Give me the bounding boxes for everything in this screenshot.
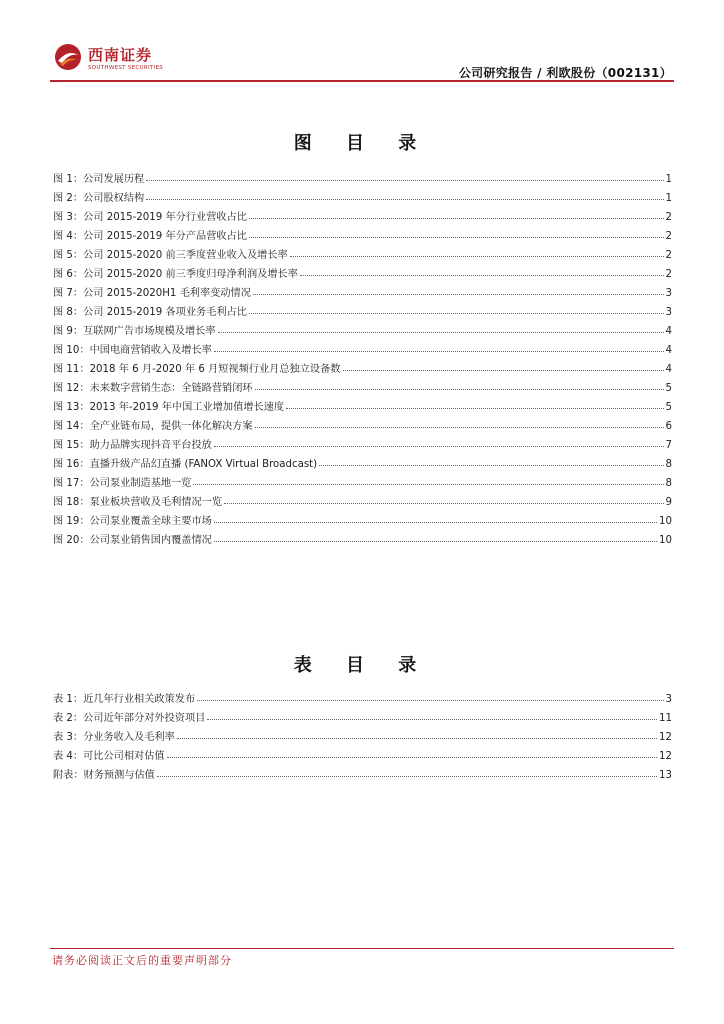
toc-entry[interactable] [53, 223, 672, 242]
toc-entry-label: 图 11：2018 年 6 月-2020 年 6 月短视频行业月总独立设备数 [53, 364, 341, 375]
toc-entry-page: 5 [665, 402, 672, 413]
toc-entry-label: 图 2：公司股权结构 [53, 193, 145, 204]
tables-list [53, 686, 672, 781]
toc-leader-dots [167, 757, 657, 758]
toc-entry-page: 2 [665, 231, 672, 242]
tables-title: 表 目 录 [293, 655, 431, 676]
footer-divider [50, 948, 674, 949]
toc-entry-page: 6 [665, 421, 672, 432]
toc-leader-dots [146, 199, 663, 200]
toc-entry-label: 表 4：可比公司相对估值 [53, 751, 165, 762]
toc-entry[interactable] [53, 762, 672, 781]
toc-entry-page: 3 [665, 288, 672, 299]
toc-entry[interactable] [53, 413, 672, 432]
report-tag: 公司研究报告 / 利欧股份（002131） [458, 66, 672, 80]
toc-entry-label: 图 5：公司 2015-2020 前三季度营业收入及增长率 [53, 250, 288, 261]
toc-entry-page: 5 [665, 383, 672, 394]
toc-entry-label: 图 6：公司 2015-2020 前三季度归母净利润及增长率 [53, 269, 298, 280]
toc-entry-page: 12 [659, 732, 672, 743]
toc-entry-label: 表 2：公司近年部分对外投资项目 [53, 713, 206, 724]
toc-entry-label: 图 19：公司泵业覆盖全球主要市场 [53, 516, 212, 527]
logo-icon [54, 43, 82, 71]
toc-entry-label: 图 1：公司发展历程 [53, 174, 145, 185]
toc-entry[interactable] [53, 261, 672, 280]
toc-leader-dots [193, 484, 663, 485]
toc-entry-page: 12 [659, 751, 672, 762]
toc-leader-dots [214, 522, 657, 523]
toc-entry-label: 表 1：近几年行业相关政策发布 [53, 694, 196, 705]
toc-entry-page: 3 [665, 307, 672, 318]
toc-entry[interactable] [53, 337, 672, 356]
toc-leader-dots [207, 719, 657, 720]
toc-entry[interactable] [53, 432, 672, 451]
toc-entry-page: 10 [659, 516, 672, 527]
toc-entry-label: 图 4：公司 2015-2019 年分产品营收占比 [53, 231, 247, 242]
toc-entry-label: 表 3：分业务收入及毛利率 [53, 732, 175, 743]
toc-leader-dots [300, 275, 664, 276]
toc-entry-page: 11 [659, 713, 672, 724]
toc-entry-label: 图 13：2013 年-2019 年中国工业增加值增长速度 [53, 402, 285, 413]
toc-entry[interactable] [53, 318, 672, 337]
toc-entry-page: 9 [665, 497, 672, 508]
toc-leader-dots [146, 180, 663, 181]
toc-entry-page: 4 [665, 364, 672, 375]
toc-entry[interactable] [53, 743, 672, 762]
page-header [50, 38, 674, 82]
toc-entry[interactable] [53, 470, 672, 489]
toc-entry[interactable] [53, 242, 672, 261]
toc-leader-dots [249, 218, 664, 219]
toc-entry[interactable] [53, 356, 672, 375]
toc-entry-page: 1 [665, 174, 672, 185]
toc-entry[interactable] [53, 686, 672, 705]
toc-leader-dots [214, 446, 664, 447]
logo-subtext: SOUTHWEST SECURITIES [88, 65, 164, 71]
toc-entry[interactable] [53, 705, 672, 724]
toc-entry-label: 图 15：助力品牌实现抖音平台投放 [53, 440, 212, 451]
toc-entry[interactable] [53, 204, 672, 223]
logo-text: 西南证券 [88, 46, 153, 64]
header-divider [50, 80, 674, 82]
toc-entry[interactable] [53, 166, 672, 185]
toc-leader-dots [286, 408, 663, 409]
toc-entry[interactable] [53, 508, 672, 527]
toc-leader-dots [319, 465, 663, 466]
toc-leader-dots [214, 351, 664, 352]
toc-entry-label: 图 14：全产业链布局，提供一体化解决方案 [53, 421, 253, 432]
toc-leader-dots [253, 294, 664, 295]
toc-entry-page: 8 [665, 459, 672, 470]
toc-entry[interactable] [53, 299, 672, 318]
toc-entry-label: 附表：财务预测与估值 [53, 770, 155, 781]
toc-entry-label: 图 10：中国电商营销收入及增长率 [53, 345, 212, 356]
toc-entry[interactable] [53, 527, 672, 546]
toc-entry-label: 图 9：互联网广告市场规模及增长率 [53, 326, 216, 337]
toc-entry-page: 2 [665, 269, 672, 280]
toc-leader-dots [214, 541, 657, 542]
toc-entry-page: 4 [665, 345, 672, 356]
toc-entry[interactable] [53, 185, 672, 204]
toc-entry-page: 4 [665, 326, 672, 337]
toc-leader-dots [249, 313, 664, 314]
footer-notice: 请务必阅读正文后的重要声明部分 [52, 954, 232, 967]
toc-entry-page: 10 [659, 535, 672, 546]
toc-leader-dots [290, 256, 664, 257]
toc-leader-dots [255, 389, 664, 390]
toc-leader-dots [255, 427, 664, 428]
toc-leader-dots [343, 370, 664, 371]
toc-entry-label: 图 20：公司泵业销售国内覆盖情况 [53, 535, 212, 546]
toc-entry-page: 2 [665, 212, 672, 223]
toc-leader-dots [224, 503, 664, 504]
toc-entry-label: 图 16：直播升级产品幻直播 (FANOX Virtual Broadcast) [53, 459, 318, 470]
toc-leader-dots [157, 776, 657, 777]
toc-entry[interactable] [53, 394, 672, 413]
toc-entry[interactable] [53, 451, 672, 470]
toc-entry-page: 8 [665, 478, 672, 489]
figures-list [53, 166, 672, 546]
toc-entry-page: 3 [665, 694, 672, 705]
toc-entry[interactable] [53, 489, 672, 508]
toc-leader-dots [249, 237, 664, 238]
toc-entry-label: 图 7：公司 2015-2020H1 毛利率变动情况 [53, 288, 251, 299]
toc-entry[interactable] [53, 280, 672, 299]
toc-entry-label: 图 18：泵业板块营收及毛利情况一览 [53, 497, 223, 508]
toc-entry-label: 图 3：公司 2015-2019 年分行业营收占比 [53, 212, 247, 223]
toc-entry-label: 图 8：公司 2015-2019 各项业务毛利占比 [53, 307, 247, 318]
toc-entry[interactable] [53, 724, 672, 743]
toc-entry[interactable] [53, 375, 672, 394]
toc-entry-page: 1 [665, 193, 672, 204]
toc-leader-dots [177, 738, 657, 739]
toc-entry-page: 7 [665, 440, 672, 451]
toc-entry-label: 图 17：公司泵业制造基地一览 [53, 478, 192, 489]
toc-leader-dots [197, 700, 663, 701]
figures-title: 图 目 录 [293, 133, 431, 154]
toc-entry-page: 13 [659, 770, 672, 781]
toc-leader-dots [218, 332, 664, 333]
toc-entry-label: 图 12：未来数字营销生态：全链路营销闭环 [53, 383, 253, 394]
toc-entry-page: 2 [665, 250, 672, 261]
